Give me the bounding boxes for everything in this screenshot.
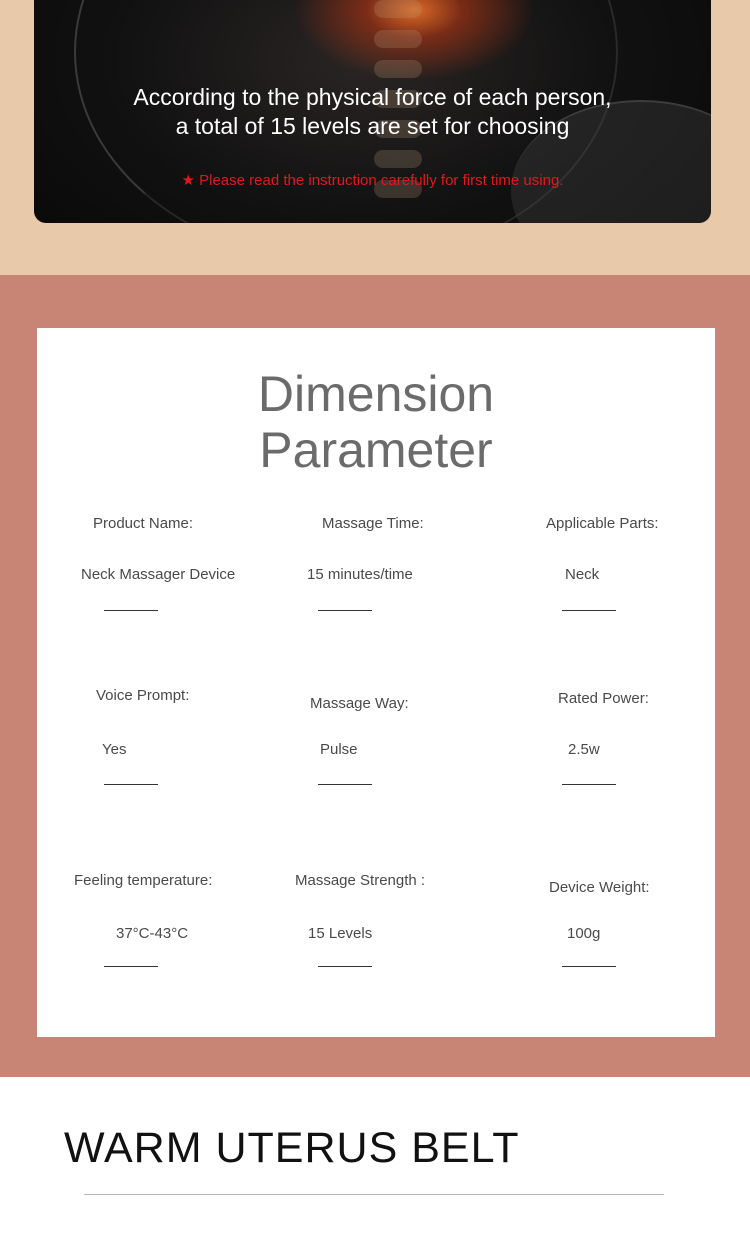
param-underline <box>104 610 158 611</box>
param-value: 37°C-43°C <box>116 925 189 942</box>
param-value: Yes <box>102 741 127 758</box>
banner-heading-line2: a total of 15 levels are set for choosing <box>175 113 570 139</box>
param-underline <box>318 784 372 785</box>
banner-heading-line1: According to the physical force of each person, <box>133 84 612 110</box>
section-divider <box>84 1194 664 1195</box>
param-label: Massage Way: <box>310 695 409 712</box>
param-underline <box>104 784 158 785</box>
param-label: Applicable Parts: <box>546 515 659 532</box>
param-label: Massage Time: <box>322 515 424 532</box>
param-value: 100g <box>567 925 601 942</box>
dimension-title <box>37 366 715 478</box>
param-value: Neck <box>565 566 600 583</box>
dimension-title-line2: Parameter <box>259 422 493 478</box>
param-underline <box>562 966 616 967</box>
dimension-section <box>0 275 750 1077</box>
param-label: Device Weight: <box>549 879 650 896</box>
param-underline <box>562 784 616 785</box>
dimension-card <box>37 328 715 1037</box>
param-underline <box>104 966 158 967</box>
param-value: 15 Levels <box>308 925 373 942</box>
param-underline <box>562 610 616 611</box>
param-label: Feeling temperature: <box>74 872 213 889</box>
param-underline <box>318 966 372 967</box>
massage-banner <box>34 0 711 223</box>
top-band <box>0 0 750 275</box>
param-value: 15 minutes/time <box>307 566 413 583</box>
param-label: Voice Prompt: <box>96 687 190 704</box>
section-heading: WARM UTERUS BELT <box>64 1124 520 1172</box>
param-label: Rated Power: <box>558 690 649 707</box>
instruction-note: ★ Please read the instruction carefully for first time using. <box>181 172 564 189</box>
param-label: Massage Strength : <box>295 872 426 889</box>
param-underline <box>318 610 372 611</box>
dimension-title-line1: Dimension <box>257 366 495 422</box>
param-label: Product Name: <box>93 515 194 532</box>
param-value: Pulse <box>320 741 358 758</box>
param-value: 2.5w <box>568 741 600 758</box>
param-value: Neck Massager Device <box>81 566 236 583</box>
